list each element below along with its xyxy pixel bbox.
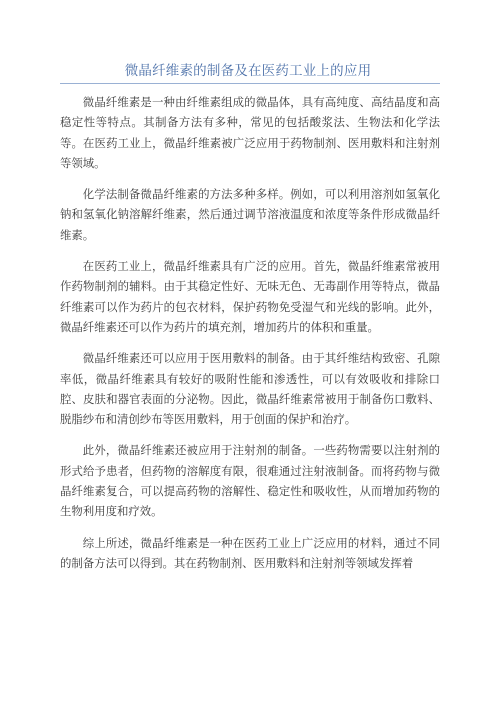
- document-body: [60, 92, 440, 584]
- paragraph-6: 综上所述，微晶纤维素是一种在医药工业上广泛应用的材料，通过不同的制备方法可以得到。其在药物制剂、医用敷料和注射剂等领域发挥着: [60, 535, 440, 570]
- title-divider: [60, 83, 440, 84]
- paragraph-5: 此外，微晶纤维素还被应用于注射剂的制备。一些药物需要以注射剂的形式给予患者，但药物的溶解度有限，很难通过注射液制备。而将药物与微晶纤维素复合，可以提高药物的溶解性、稳定性和吸收性，从而增加药物的生物利用度和疗效。: [60, 443, 440, 519]
- paragraph-3: 在医药工业上，微晶纤维素具有广泛的应用。首先，微晶纤维素常被用作药物制剂的辅料。由于其稳定性好、无味无色、无毒副作用等特点，微晶纤维素可以作为药片的包衣材料，保护药物免受湿气和光线的影响。此外，微晶纤维素还可以作为药片的填充剂，增加药片的体积和重量。: [60, 259, 440, 334]
- paragraph-4: 微晶纤维素还可以应用于医用敷料的制备。由于其纤维结构致密、孔隙率低，微晶纤维素具有较好的吸附性能和渗透性，可以有效吸收和排除口腔、皮肤和器官表面的分泌物。因此，微晶纤维素常被用于制备伤口敷料、脱脂纱布和清创纱布等医用敷料，用于创面的保护和治疗。: [60, 351, 440, 427]
- document-title: 微晶纤维素的制备及在医药工业上的应用: [124, 63, 372, 79]
- paragraph-2: 化学法制备微晶纤维素的方法多种多样。例如，可以利用溶剂如氢氧化钠和氢氧化钠溶解纤维素，然后通过调节溶液温度和浓度等条件形成微晶纤维素。: [60, 187, 440, 242]
- paragraph-1: 微晶纤维素是一种由纤维素组成的微晶体，具有高纯度、高结晶度和高稳定性等特点。其制备方法有多种，常见的包括酸浆法、生物法和化学法等。在医药工业上，微晶纤维素被广泛应用于药物制剂、医用敷料和注射剂等领域。: [60, 95, 440, 170]
